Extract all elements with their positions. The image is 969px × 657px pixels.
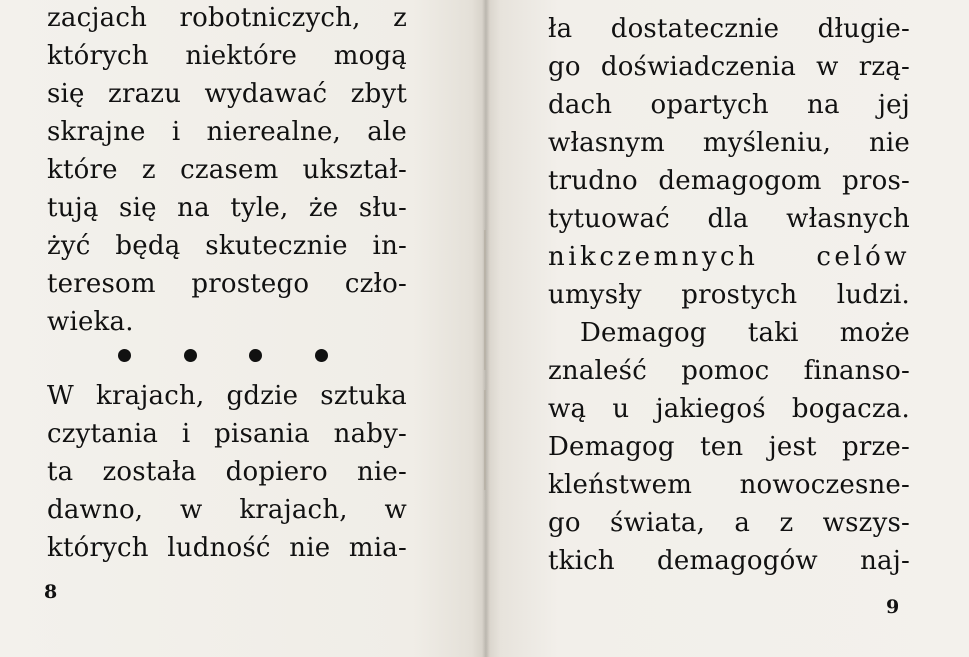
text-line: czytania i pisania naby- <box>47 419 407 449</box>
text-line: które z czasem ukształ- <box>47 155 407 185</box>
page-number: 9 <box>886 596 900 618</box>
text-line: się zrazu wydawać zbyt <box>47 79 407 109</box>
text-line: Demagog taki może <box>580 318 910 348</box>
text-line: go świata, a z wszys- <box>548 508 910 538</box>
text-line: skrajne i nierealne, ale <box>47 117 407 147</box>
bullet-icon <box>249 349 262 362</box>
left-page-text-continued <box>47 377 407 567</box>
text-line: ła dostatecznie długie- <box>548 14 910 44</box>
page-number: 8 <box>44 581 58 603</box>
text-line: których ludność nie mia- <box>47 533 407 563</box>
bullet-icon <box>184 349 197 362</box>
text-line: Demagog ten jest prze- <box>548 432 910 462</box>
text-line: dawno, w krajach, w <box>47 495 407 525</box>
text-line: teresom prostego czło- <box>47 269 407 299</box>
text-line: wą u jakiegoś bogacza. <box>548 394 910 424</box>
text-line: dach opartych na jej <box>548 90 910 120</box>
binding-stitch <box>484 230 490 370</box>
text-line: żyć będą skutecznie in- <box>47 231 407 261</box>
right-page-text <box>548 10 910 580</box>
text-line: tują się na tyle, że słu- <box>47 193 407 223</box>
text-line: trudno demagogom pros- <box>548 166 910 196</box>
bullet-icon <box>118 349 131 362</box>
text-line: zacjach robotniczych, z <box>47 3 407 33</box>
left-page-text <box>47 0 407 341</box>
text-line: W krajach, gdzie sztuka <box>47 381 407 411</box>
bullet-icon <box>315 349 328 362</box>
section-separator <box>118 340 328 370</box>
text-line: tytuować dla własnych <box>548 204 910 234</box>
text-line: kleństwem nowoczesne- <box>548 470 910 500</box>
text-line: go doświadczenia w rzą- <box>548 52 910 82</box>
text-line: których niektóre mogą <box>47 41 407 71</box>
binding-stitch <box>484 390 490 490</box>
text-line: wieka. <box>47 307 134 337</box>
text-line: własnym myśleniu, nie <box>548 128 910 158</box>
text-line: umysły prostych ludzi. <box>548 280 910 310</box>
text-line: nikczemnych celów <box>548 242 910 272</box>
text-line: znaleść pomoc finanso- <box>548 356 910 386</box>
text-line: tkich demagogów naj- <box>548 546 910 576</box>
text-line: ta została dopiero nie- <box>47 457 407 487</box>
